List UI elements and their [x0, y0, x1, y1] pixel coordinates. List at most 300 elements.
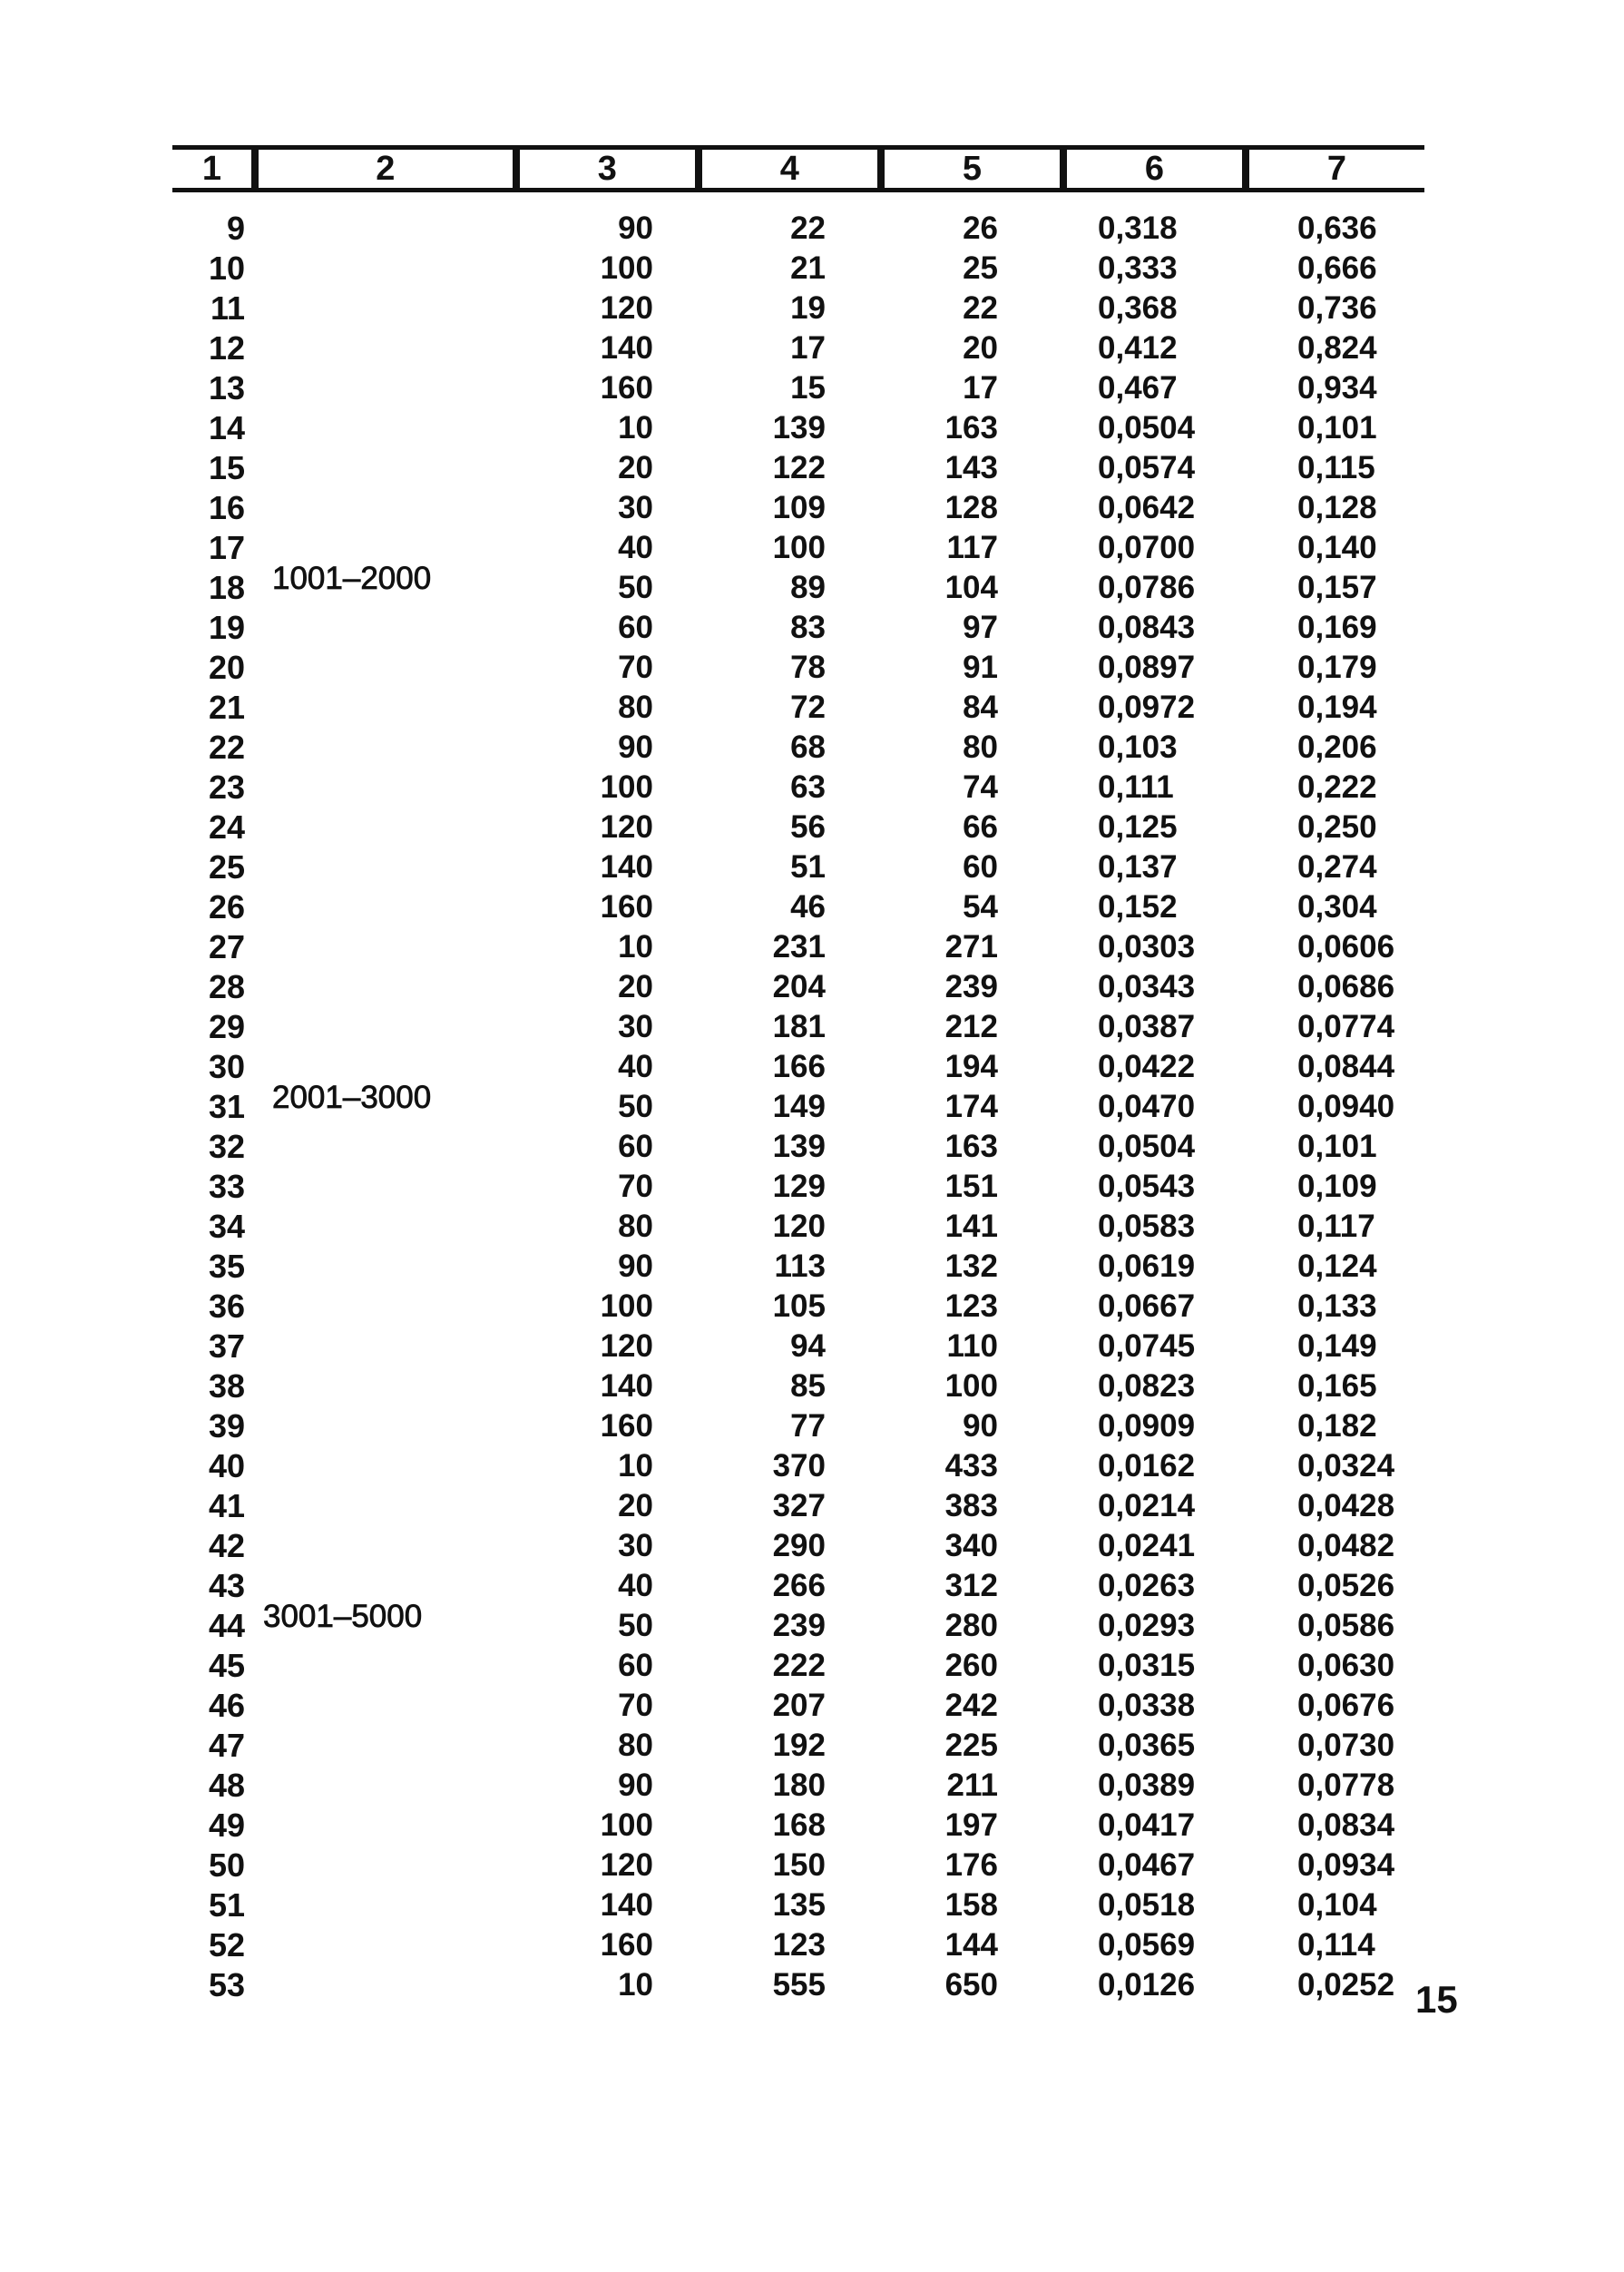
table-cell: 160	[600, 370, 653, 406]
table-cell: 47	[208, 1727, 245, 1764]
table-cell: 0,0940	[1297, 1089, 1395, 1124]
table-cell: 110	[946, 1328, 998, 1364]
table-cell: 151	[944, 1169, 998, 1204]
table-cell: 0,304	[1297, 889, 1377, 925]
table-cell: 30	[208, 1048, 245, 1085]
table-cell: 85	[790, 1368, 826, 1404]
table-row	[0, 1007, 1624, 1047]
table-cell: 100	[600, 1807, 653, 1843]
table-cell: 180	[772, 1768, 826, 1803]
table-cell: 51	[790, 849, 826, 885]
table-cell: 100	[600, 1288, 653, 1324]
table-cell: 14	[208, 409, 245, 446]
table-cell: 140	[600, 1887, 653, 1923]
table-cell: 49	[208, 1807, 245, 1844]
table-cell: 194	[944, 1049, 998, 1084]
table-cell: 222	[772, 1648, 826, 1683]
table-cell: 27	[208, 928, 245, 965]
table-row	[0, 249, 1624, 289]
table-cell: 0,165	[1297, 1368, 1377, 1404]
table-cell: 17	[790, 330, 826, 366]
table-cell: 0,318	[1098, 211, 1178, 246]
table-cell: 44	[208, 1607, 245, 1644]
table-cell: 0,140	[1297, 530, 1377, 565]
table-cell: 24	[208, 808, 245, 846]
table-cell: 100	[772, 530, 826, 565]
header-col-4: 4	[695, 150, 877, 188]
table-row	[0, 1526, 1624, 1566]
table-row	[0, 1207, 1624, 1247]
table-cell: 60	[618, 1129, 653, 1164]
table-cell: 31	[208, 1088, 245, 1125]
table-cell: 13	[208, 369, 245, 406]
table-cell: 0,0606	[1297, 929, 1395, 965]
table-cell: 39	[208, 1407, 245, 1444]
table-cell: 12	[208, 329, 245, 367]
table-cell: 0,111	[1098, 769, 1174, 805]
table-cell: 0,0428	[1297, 1488, 1395, 1523]
table-row	[0, 528, 1624, 568]
table-cell: 0,0569	[1098, 1927, 1196, 1963]
table-cell: 120	[600, 809, 653, 845]
table-cell: 140	[600, 849, 653, 885]
table-cell: 21	[208, 689, 245, 726]
table-cell: 94	[790, 1328, 826, 1364]
table-cell: 53	[208, 1966, 245, 2003]
table-row	[0, 568, 1624, 608]
table-cell: 207	[772, 1688, 826, 1723]
table-cell: 89	[790, 570, 826, 605]
table-cell: 150	[772, 1847, 826, 1883]
group-label-1001-2000: 1001–2000	[272, 561, 432, 596]
table-row	[0, 768, 1624, 808]
table-cell: 56	[790, 809, 826, 845]
table-row	[0, 368, 1624, 408]
table-cell: 100	[600, 769, 653, 805]
table-cell: 141	[944, 1209, 998, 1244]
table-cell: 290	[772, 1528, 826, 1563]
table-cell: 163	[944, 410, 998, 446]
table-row	[0, 608, 1624, 648]
table-cell: 50	[618, 1608, 653, 1643]
table-cell: 239	[944, 969, 998, 1004]
table-cell: 90	[618, 1768, 653, 1803]
table-cell: 0,0586	[1297, 1608, 1395, 1643]
table-cell: 120	[600, 1847, 653, 1883]
table-cell: 433	[944, 1448, 998, 1484]
table-row	[0, 1925, 1624, 1965]
table-cell: 70	[618, 1688, 653, 1723]
table-cell: 122	[772, 450, 826, 485]
table-row	[0, 1646, 1624, 1686]
group-label-2001-3000: 2001–3000	[272, 1080, 432, 1115]
table-cell: 0,412	[1098, 330, 1178, 366]
table-cell: 20	[618, 1488, 653, 1523]
table-row	[0, 1566, 1624, 1606]
table-cell: 46	[208, 1687, 245, 1724]
table-cell: 33	[208, 1168, 245, 1205]
table-cell: 17	[963, 370, 998, 406]
table-cell: 20	[618, 450, 653, 485]
table-cell: 20	[963, 330, 998, 366]
table-cell: 45	[208, 1647, 245, 1684]
table-cell: 260	[944, 1648, 998, 1683]
table-cell: 211	[946, 1768, 998, 1803]
table-cell: 0,824	[1297, 330, 1377, 366]
table-cell: 0,0676	[1297, 1688, 1395, 1723]
table-cell: 109	[772, 490, 826, 525]
table-cell: 91	[963, 650, 998, 685]
table-cell: 16	[208, 489, 245, 526]
table-cell: 0,182	[1297, 1408, 1377, 1444]
table-row	[0, 688, 1624, 728]
table-cell: 54	[963, 889, 998, 925]
table-cell: 0,0467	[1098, 1847, 1196, 1883]
table-cell: 0,117	[1297, 1209, 1375, 1244]
table-cell: 0,0897	[1098, 650, 1196, 685]
table-cell: 0,206	[1297, 730, 1377, 765]
table-row	[0, 1406, 1624, 1446]
table-cell: 15	[790, 370, 826, 406]
table-cell: 80	[618, 690, 653, 725]
table-cell: 120	[772, 1209, 826, 1244]
table-cell: 84	[963, 690, 998, 725]
table-row	[0, 1327, 1624, 1366]
table-cell: 20	[618, 969, 653, 1004]
header-col-1: 1	[201, 150, 221, 188]
table-row	[0, 1047, 1624, 1087]
table-cell: 0,0786	[1098, 570, 1196, 605]
table-row	[0, 488, 1624, 528]
table-cell: 555	[772, 1967, 826, 2003]
table-cell: 77	[790, 1408, 826, 1444]
table-cell: 0,0482	[1297, 1528, 1395, 1563]
table-cell: 0,152	[1098, 889, 1178, 925]
table-cell: 0,194	[1297, 690, 1377, 725]
table-cell: 0,0470	[1098, 1089, 1196, 1124]
table-cell: 26	[963, 211, 998, 246]
header-col-5: 5	[877, 150, 1060, 188]
table-cell: 0,0241	[1098, 1528, 1196, 1563]
header-col-6: 6	[1060, 150, 1242, 188]
table-cell: 174	[944, 1089, 998, 1124]
table-cell: 80	[963, 730, 998, 765]
table-cell: 0,101	[1297, 410, 1377, 446]
table-row	[0, 1446, 1624, 1486]
table-cell: 0,104	[1297, 1887, 1377, 1923]
table-cell: 239	[772, 1608, 826, 1643]
table-cell: 0,109	[1297, 1169, 1377, 1204]
table-cell: 0,157	[1297, 570, 1377, 605]
table-row	[0, 1766, 1624, 1806]
table-cell: 90	[618, 211, 653, 246]
table-cell: 242	[944, 1688, 998, 1723]
table-cell: 0,137	[1098, 849, 1178, 885]
table-cell: 26	[208, 888, 245, 925]
table-cell: 0,0263	[1098, 1568, 1196, 1603]
table-cell: 28	[208, 968, 245, 1005]
table-cell: 100	[600, 250, 653, 286]
table-cell: 0,250	[1297, 809, 1377, 845]
table-cell: 19	[208, 609, 245, 646]
table-row	[0, 289, 1624, 328]
table-cell: 60	[618, 1648, 653, 1683]
table-cell: 0,0686	[1297, 969, 1395, 1004]
table-cell: 90	[963, 1408, 998, 1444]
table-cell: 0,0630	[1297, 1648, 1395, 1683]
table-row	[0, 887, 1624, 927]
table-row	[0, 328, 1624, 368]
table-cell: 0,0730	[1297, 1728, 1395, 1763]
table-cell: 280	[944, 1608, 998, 1643]
table-cell: 68	[790, 730, 826, 765]
table-cell: 0,0745	[1098, 1328, 1196, 1364]
table-row	[0, 927, 1624, 967]
table-cell: 0,0543	[1098, 1169, 1196, 1204]
table-cell: 163	[944, 1129, 998, 1164]
table-row	[0, 1287, 1624, 1327]
table-row	[0, 1686, 1624, 1726]
table-cell: 370	[772, 1448, 826, 1484]
table-cell: 22	[963, 290, 998, 326]
table-cell: 0,736	[1297, 290, 1377, 326]
table-cell: 266	[772, 1568, 826, 1603]
table-cell: 0,467	[1098, 370, 1178, 406]
table-cell: 72	[790, 690, 826, 725]
table-cell: 0,666	[1297, 250, 1377, 286]
table-cell: 0,0214	[1098, 1488, 1196, 1523]
table-cell: 10	[618, 929, 653, 965]
table-cell: 17	[208, 529, 245, 566]
table-cell: 139	[772, 410, 826, 446]
table-row	[0, 1247, 1624, 1287]
table-row	[0, 1167, 1624, 1207]
table-cell: 48	[208, 1767, 245, 1804]
table-cell: 23	[208, 769, 245, 806]
table-cell: 80	[618, 1728, 653, 1763]
table-cell: 0,0365	[1098, 1728, 1196, 1763]
table-cell: 0,114	[1297, 1927, 1375, 1963]
table-cell: 30	[618, 490, 653, 525]
table-row	[0, 1606, 1624, 1646]
table-cell: 90	[618, 1249, 653, 1284]
table-cell: 149	[772, 1089, 826, 1124]
table-cell: 15	[208, 449, 245, 486]
table-cell: 0,0843	[1098, 610, 1196, 645]
table-cell: 0,333	[1098, 250, 1178, 286]
table-cell: 166	[772, 1049, 826, 1084]
table-cell: 0,0504	[1098, 1129, 1196, 1164]
table-row	[0, 408, 1624, 448]
table-cell: 120	[600, 290, 653, 326]
table-cell: 100	[944, 1368, 998, 1404]
table-cell: 10	[208, 250, 245, 287]
table-cell: 74	[963, 769, 998, 805]
table-row	[0, 1127, 1624, 1167]
table-cell: 0,0834	[1297, 1807, 1395, 1843]
table-cell: 0,0162	[1098, 1448, 1196, 1484]
table-cell: 30	[618, 1009, 653, 1044]
table-cell: 0,368	[1098, 290, 1178, 326]
table-cell: 123	[944, 1288, 998, 1324]
table-cell: 52	[208, 1926, 245, 1964]
table-cell: 0,0844	[1297, 1049, 1395, 1084]
table-row	[0, 1806, 1624, 1846]
table-cell: 128	[944, 490, 998, 525]
table-cell: 0,179	[1297, 650, 1377, 685]
table-cell: 43	[208, 1567, 245, 1604]
table-cell: 66	[963, 809, 998, 845]
table-cell: 176	[944, 1847, 998, 1883]
table-cell: 105	[772, 1288, 826, 1324]
table-row	[0, 728, 1624, 768]
table-cell: 140	[600, 1368, 653, 1404]
table-cell: 0,0909	[1098, 1408, 1196, 1444]
table-cell: 271	[944, 929, 998, 965]
table-cell: 0,0972	[1098, 690, 1196, 725]
table-cell: 11	[210, 289, 245, 327]
table-cell: 204	[772, 969, 826, 1004]
table-cell: 42	[208, 1527, 245, 1564]
table-cell: 225	[944, 1728, 998, 1763]
table-cell: 0,0642	[1098, 490, 1196, 525]
table-cell: 197	[944, 1807, 998, 1843]
table-cell: 35	[208, 1248, 245, 1285]
table-cell: 30	[618, 1528, 653, 1563]
table-row	[0, 1486, 1624, 1526]
table-cell: 0,0315	[1098, 1648, 1196, 1683]
table-cell: 327	[772, 1488, 826, 1523]
table-cell: 19	[790, 290, 826, 326]
header-col-7: 7	[1242, 150, 1424, 188]
table-cell: 50	[618, 570, 653, 605]
table-cell: 160	[600, 889, 653, 925]
table-cell: 0,0774	[1297, 1009, 1395, 1044]
table-cell: 25	[963, 250, 998, 286]
table-cell: 132	[944, 1249, 998, 1284]
table-cell: 0,0700	[1098, 530, 1196, 565]
table-cell: 160	[600, 1408, 653, 1444]
table-cell: 0,274	[1297, 849, 1377, 885]
table-cell: 0,0387	[1098, 1009, 1196, 1044]
table-row	[0, 1366, 1624, 1406]
table-cell: 40	[618, 530, 653, 565]
table-row	[0, 1965, 1624, 2005]
table-cell: 70	[618, 650, 653, 685]
table-cell: 22	[790, 211, 826, 246]
table-cell: 129	[772, 1169, 826, 1204]
table-cell: 60	[618, 610, 653, 645]
table-row	[0, 967, 1624, 1007]
table-cell: 32	[208, 1128, 245, 1165]
table-cell: 41	[208, 1487, 245, 1524]
table-cell: 0,0574	[1098, 450, 1196, 485]
table-cell: 0,124	[1297, 1249, 1377, 1284]
table-row	[0, 808, 1624, 847]
table-cell: 113	[774, 1249, 826, 1284]
table-cell: 140	[600, 330, 653, 366]
table-cell: 192	[772, 1728, 826, 1763]
table-cell: 60	[963, 849, 998, 885]
table-cell: 123	[772, 1927, 826, 1963]
table-cell: 0,222	[1297, 769, 1377, 805]
table-cell: 104	[944, 570, 998, 605]
table-cell: 90	[618, 730, 653, 765]
table-cell: 97	[963, 610, 998, 645]
table-cell: 80	[618, 1209, 653, 1244]
table-cell: 70	[618, 1169, 653, 1204]
table-cell: 0,0126	[1098, 1967, 1196, 2003]
table-cell: 83	[790, 610, 826, 645]
table-cell: 0,0619	[1098, 1249, 1196, 1284]
table-cell: 0,0303	[1098, 929, 1196, 965]
table-cell: 0,0778	[1297, 1768, 1395, 1803]
table-cell: 0,149	[1297, 1328, 1377, 1364]
table-cell: 0,0583	[1098, 1209, 1196, 1244]
table-cell: 25	[208, 848, 245, 886]
table-cell: 78	[790, 650, 826, 685]
table-cell: 21	[790, 250, 826, 286]
table-cell: 143	[944, 450, 998, 485]
table-cell: 29	[208, 1008, 245, 1045]
table-cell: 0,0324	[1297, 1448, 1395, 1484]
table-cell: 36	[208, 1288, 245, 1325]
header-col-2: 2	[251, 150, 513, 188]
table-cell: 0,0504	[1098, 410, 1196, 446]
table-cell: 22	[208, 729, 245, 766]
table-cell: 160	[600, 1927, 653, 1963]
table-cell: 34	[208, 1208, 245, 1245]
table-cell: 158	[944, 1887, 998, 1923]
table-cell: 0,0518	[1098, 1887, 1196, 1923]
table-cell: 231	[772, 929, 826, 965]
table-cell: 0,934	[1297, 370, 1377, 406]
table-cell: 0,0338	[1098, 1688, 1196, 1723]
table-cell: 0,169	[1297, 610, 1377, 645]
table-row	[0, 847, 1624, 887]
table-cell: 0,0252	[1297, 1967, 1395, 2003]
header-col-3: 3	[513, 150, 695, 188]
table-cell: 0,133	[1297, 1288, 1377, 1324]
table-cell: 212	[944, 1009, 998, 1044]
table-cell: 10	[618, 1967, 653, 2003]
table-cell: 0,0934	[1297, 1847, 1395, 1883]
table-cell: 0,0389	[1098, 1768, 1196, 1803]
table-cell: 0,0293	[1098, 1608, 1196, 1643]
table-row	[0, 1087, 1624, 1127]
table-cell: 117	[946, 530, 998, 565]
table-row	[0, 1726, 1624, 1766]
table-cell: 37	[208, 1327, 245, 1365]
table-cell: 0,125	[1098, 809, 1178, 845]
table-row	[0, 1846, 1624, 1885]
table-cell: 312	[944, 1568, 998, 1603]
table-cell: 63	[790, 769, 826, 805]
table-header	[172, 145, 1424, 192]
table-cell: 0,0417	[1098, 1807, 1196, 1843]
group-label-3001-5000: 3001–5000	[263, 1599, 423, 1634]
table-cell: 181	[772, 1009, 826, 1044]
table-cell: 0,128	[1297, 490, 1377, 525]
table-cell: 383	[944, 1488, 998, 1523]
table-cell: 50	[618, 1089, 653, 1124]
table-cell: 139	[772, 1129, 826, 1164]
table-cell: 50	[208, 1846, 245, 1884]
table-cell: 18	[208, 569, 245, 606]
table-cell: 38	[208, 1367, 245, 1405]
table-cell: 40	[208, 1447, 245, 1484]
table-cell: 340	[944, 1528, 998, 1563]
